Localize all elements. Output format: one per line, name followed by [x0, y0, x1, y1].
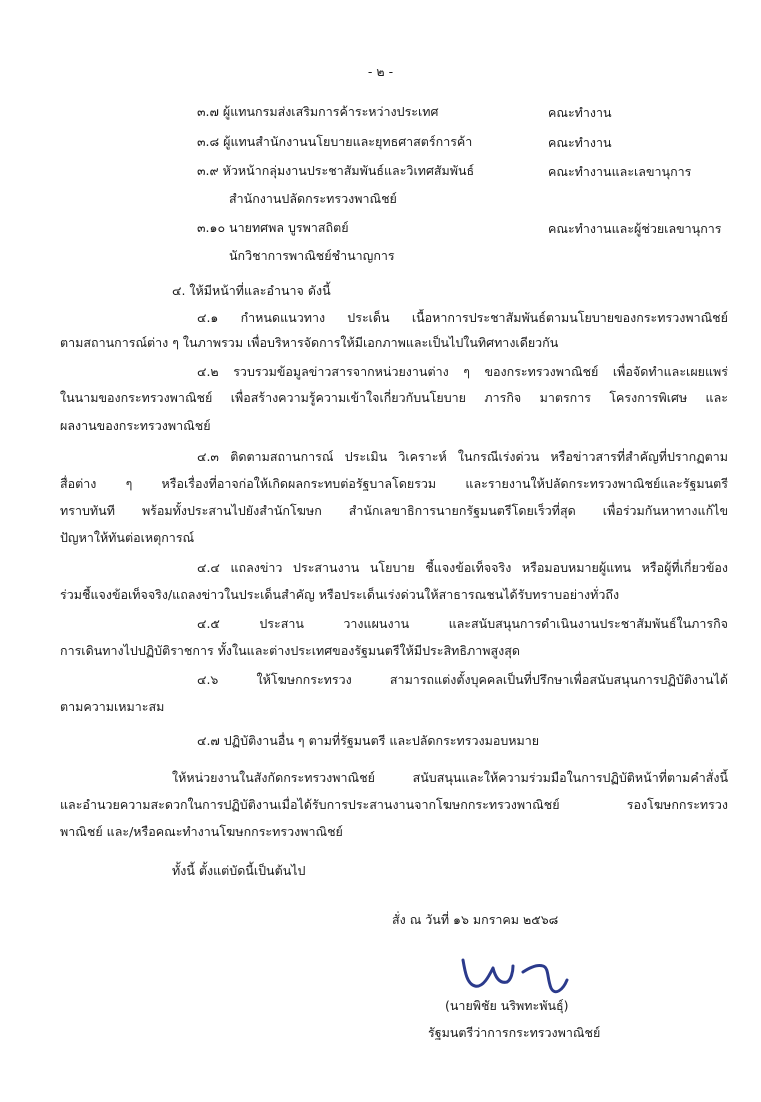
member-3-10-name: ๓.๑๐ นายทศพล บูรพาสถิตย์: [197, 220, 349, 235]
member-3-9-unit: สำนักงานปลัดกระทรวงพาณิชย์: [229, 191, 397, 206]
signer-title: รัฐมนตรีว่าการกระทรวงพาณิชย์: [428, 1025, 601, 1040]
member-3-8-role: คณะทำงาน: [548, 135, 612, 150]
duty-4-4-line-1: ๔.๔ แถลงข่าว ประสานงาน นโยบาย ชี้แจงข้อเท็จจริง หรือมอบหมายผู้แทน หรือผู้ที่เกี่ยวข้อง: [197, 560, 728, 575]
duty-4-2-line-1: ๔.๒ รวบรวมข้อมูลข่าวสารจากหน่วยงานต่าง ๆ ของกระทรวงพาณิชย์ เพื่อจัดทำและเผยแพร่: [197, 364, 728, 379]
duty-4-2-line-3: ผลงานของกระทรวงพาณิชย์: [60, 418, 211, 433]
duty-4-6-line-2: ตามความเหมาะสม: [60, 699, 165, 714]
duty-4-3-line-4: ปัญหาให้ทันต่อเหตุการณ์: [60, 530, 195, 545]
signer-name: (นายพิชัย นริพทะพันธุ์): [445, 998, 569, 1013]
member-3-10-position: นักวิชาการพาณิชย์ชำนาญการ: [229, 248, 395, 263]
duty-4-3-line-1: ๔.๓ ติดตามสถานการณ์ ประเมิน วิเคราะห์ ในกรณีเร่งด่วน หรือข่าวสารที่สำคัญที่ปรากฏตาม: [197, 449, 728, 464]
duty-4-3-line-2: สื่อต่าง ๆ หรือเรื่องที่อาจก่อให้เกิดผลกระทบต่อรัฐบาลโดยรวม และรายงานให้ปลัดกระทรวงพาณิชย์และรัฐมนตรี: [60, 476, 728, 491]
section-4-title: ๔. ให้มีหน้าที่และอำนาจ ดังนี้: [172, 283, 331, 298]
duty-4-3-line-3: ทราบทันที พร้อมทั้งประสานไปยังสำนักโฆษก สำนักเลขาธิการนายกรัฐมนตรีโดยเร็วที่สุด เพื่อร่วมกันหาทางแก้ไข: [60, 503, 728, 518]
closing-p1-line-1: ให้หน่วยงานในสังกัดกระทรวงพาณิชย์ สนับสนุนและให้ความร่วมมือในการปฏิบัติหน้าที่ตามคำสั่งนี้: [172, 770, 728, 785]
member-3-8-name: ๓.๘ ผู้แทนสำนักงานนโยบายและยุทธศาสตร์การค้า: [197, 134, 473, 149]
duty-4-6-line-1: ๔.๖ ให้โฆษกกระทรวง สามารถแต่งตั้งบุคคลเป็นที่ปรึกษาเพื่อสนับสนุนการปฏิบัติงานได้: [197, 672, 728, 687]
closing-p1-line-3: พาณิชย์ และ/หรือคณะทำงานโฆษกกระทรวงพาณิชย์: [60, 824, 343, 839]
member-3-7-role: คณะทำงาน: [548, 105, 612, 120]
member-3-10-role: คณะทำงานและผู้ช่วยเลขานุการ: [548, 221, 722, 236]
signature-stroke: [463, 960, 567, 992]
duty-4-5-line-1: ๔.๕ ประสาน วางแผนงาน และสนับสนุนการดำเนินงานประชาสัมพันธ์ในภารกิจ: [197, 616, 728, 631]
member-3-9-name: ๓.๙ หัวหน้ากลุ่มงานประชาสัมพันธ์และวิเทศสัมพันธ์: [197, 163, 475, 178]
signature-image: [455, 950, 575, 1000]
closing-effective: ทั้งนี้ ตั้งแต่บัดนี้เป็นต้นไป: [172, 863, 306, 878]
closing-p1-line-2: และอำนวยความสะดวกในการปฏิบัติงานเมื่อได้รับการประสานงานจากโฆษกกระทรวงพาณิชย์ รองโฆษกกระทรวง: [60, 797, 728, 812]
duty-4-1-line-2: ตามสถานการณ์ต่าง ๆ ในภาพรวม เพื่อบริหารจัดการให้มีเอกภาพและเป็นไปในทิศทางเดียวกัน: [60, 335, 559, 350]
duty-4-5-line-2: การเดินทางไปปฏิบัติราชการ ทั้งในและต่างประเทศของรัฐมนตรีให้มีประสิทธิภาพสูงสุด: [60, 643, 520, 658]
page-number: - ๒ -: [367, 64, 394, 79]
duty-4-2-line-2: ในนามของกระทรวงพาณิชย์ เพื่อสร้างความรู้ความเข้าใจเกี่ยวกับนโยบาย ภารกิจ มาตรการ โครงการพิเศษ และ: [60, 390, 728, 405]
member-3-9-role: คณะทำงานและเลขานุการ: [548, 164, 692, 179]
duty-4-7-line-1: ๔.๗ ปฏิบัติงานอื่น ๆ ตามที่รัฐมนตรี และปลัดกระทรวงมอบหมาย: [197, 733, 540, 748]
duty-4-1-line-1: ๔.๑ กำหนดแนวทาง ประเด็น เนื้อหาการประชาสัมพันธ์ตามนโยบายของกระทรวงพาณิชย์: [197, 310, 728, 325]
order-date: สั่ง ณ วันที่ ๑๖ มกราคม ๒๕๖๘: [392, 912, 559, 927]
duty-4-4-line-2: ร่วมชี้แจงข้อเท็จจริง/แถลงข่าวในประเด็นสำคัญ หรือประเด็นเร่งด่วนให้สาธารณชนได้รับทราบอย่างทั่วถึง: [60, 587, 620, 602]
member-3-7-name: ๓.๗ ผู้แทนกรมส่งเสริมการค้าระหว่างประเทศ: [197, 104, 439, 119]
